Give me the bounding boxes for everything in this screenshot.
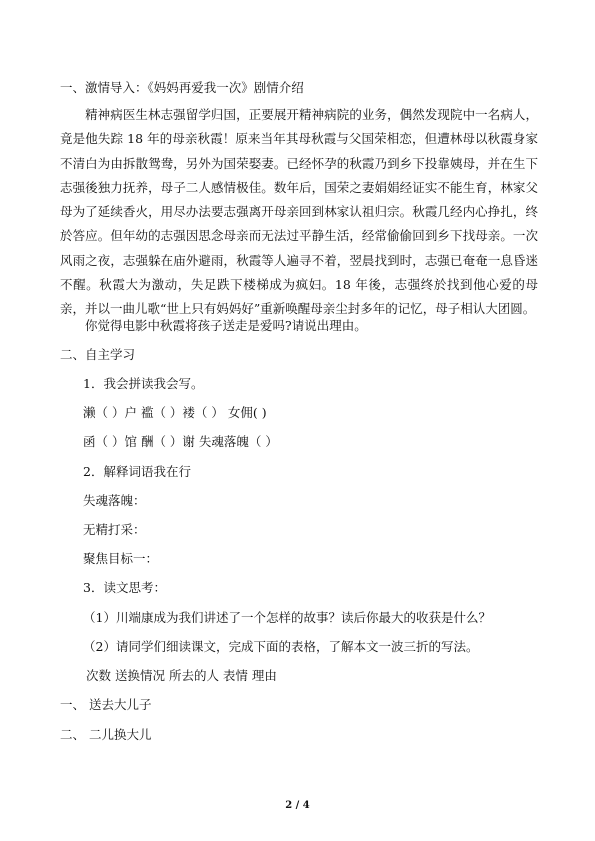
item-3-title: 3．读文思考： [83, 580, 166, 595]
discussion-question: 你觉得电影中秋霞将孩子送走是爱吗?请说出理由。 [85, 318, 367, 333]
item-1-title: 1．我会拼读我会写。 [83, 376, 204, 391]
word-definition-2: 无精打采： [83, 522, 146, 537]
section1-heading: 一、激情导入：《妈妈再爱我一次》剧情介绍 [60, 80, 304, 95]
reading-question-1: （1）川端康成为我们讲述了一个怎样的故事？读后你最大的收获是什么？ [83, 610, 491, 625]
table-row-2: 二、 二儿换大儿 [60, 727, 152, 742]
section2-heading: 二、自主学习 [60, 347, 136, 362]
plot-paragraph-text: 精神病医生林志强留学归国，正要展开精神病院的业务，偶然发现院中一名病人，竟是他失踪 18 年的母亲秋霞！原来当年其母秋霞与父国荣相恋，但遭林母以秋霞身家不清白为由拆散鸳鸯，另外为国荣娶妻。已经怀孕的秋霞乃到乡下投靠姨母，并在生下志强後独力抚养，母子二人感情极佳。数年后，国荣之妻娟娟经证实不能生育，林家父母为了延续香火，用尽办法要志强离开母亲回到林家认祖归宗。秋霞几经内心挣扎，终於答应。但年幼的志强因思念母亲而无法过平静生活，经常偷偷回到乡下找母亲。一次风雨之夜，志强躲在庙外避雨，秋霞等人遍寻不着，翌晨找到时，志强已奄奄一息昏迷不醒。秋霞大为激动，失足跌下楼梯成为疯妇。18 年後，志强终於找到他心爱的母亲，并以一曲儿歌“世上只有妈妈好”重新唤醒母亲尘封多年的记忆，母子相认大团圆。 [60, 107, 538, 317]
page-number: 2 / 4 [285, 800, 310, 811]
table-header: 次数 送换情况 所去的人 表情 理由 [86, 668, 277, 683]
pinyin-row-2: 函（ ）馆 酬（ ）谢 失魂落魄（ ） [83, 434, 278, 449]
plot-paragraph [60, 103, 538, 322]
reading-question-2: （2）请同学们细读课文，完成下面的表格，了解本文一波三折的写法。 [83, 639, 479, 654]
word-definition-1: 失魂落魄： [83, 493, 146, 508]
item-2-title: 2．解释词语我在行 [83, 464, 191, 479]
pinyin-row-1: 濑（ ）户 褴（ ）褛（ ） 女佣( ) [83, 405, 267, 420]
table-row-1: 一、 送去大儿子 [60, 697, 152, 712]
focus-goal: 聚焦目标一： [83, 551, 159, 566]
